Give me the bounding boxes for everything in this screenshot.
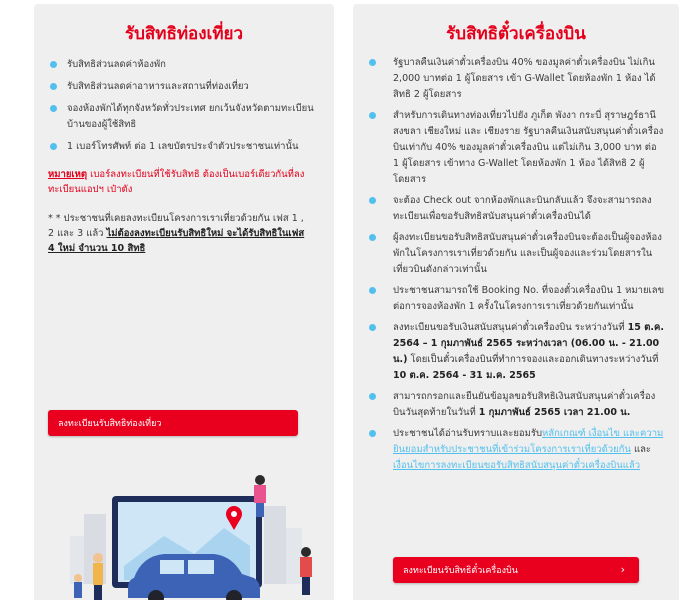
register-flight-benefits-button[interactable]	[393, 557, 639, 583]
note-text: เบอร์ลงทะเบียนที่ใช้รับสิทธิ ต้องเป็นเบอร์เดียวกันที่ลงทะเบียนแอปฯ เป๋าตัง	[48, 169, 305, 195]
list-item: รับสิทธิส่วนลดค่าอาหารและสถานที่ท่องเที่ยว	[50, 79, 320, 95]
travel-period-dates: 10 ต.ค. 2564 - 31 ม.ค. 2565	[393, 370, 536, 381]
bullet-dot-icon	[50, 83, 57, 90]
register-travel-benefits-label: ลงทะเบียนรับสิทธิท่องเที่ยว	[58, 419, 162, 429]
list-item: รับสิทธิส่วนลดค่าห้องพัก	[50, 57, 320, 73]
list-item: จะต้อง Check out จากห้องพักและบินกลับแล้ว จึงจะสามารถลงทะเบียนเพื่อขอรับสิทธิสนับสนุนค่าตั๋วเครื่องบินได้	[369, 193, 665, 225]
registration-period-dates: 15 ต.ค. 2564 – 1 กุมภาพันธ์ 2565 ระหว่างเวลา (06.00 น. - 21.00 น.)	[393, 322, 664, 365]
bullet-dot-icon	[369, 324, 376, 331]
list-item: 1 เบอร์โทรศัพท์ ต่อ 1 เลขบัตรประจำตัวประชาชนเท่านั้น	[50, 139, 320, 155]
bullet-dot-icon	[369, 234, 376, 241]
bullet-dot-icon	[369, 393, 376, 400]
bullet-dot-icon	[50, 105, 57, 112]
list-item	[369, 320, 665, 384]
registration-note	[48, 167, 314, 197]
flight-benefits-list	[369, 55, 665, 474]
bullet-dot-icon	[369, 197, 376, 204]
travel-benefits-list	[50, 57, 320, 155]
note-label: หมายเหตุ	[48, 169, 88, 180]
register-travel-benefits-button[interactable]	[48, 410, 298, 436]
list-item: สำหรับการเดินทางท่องเที่ยวไปยัง ภูเก็ต พังงา กระบี่ สุราษฎร์ธานี สงขลา เชียงใหม่ และ เชียงราย รัฐบาลคืนเงินสนับสนุนค่าตั๋วเครื่องบินเท่ากับ 40% ของมูลค่าตั๋วเครื่องบิน แต่ไม่เกิน 3,000 บาท ต่อ 1 ผู้โดยสาร เข้าทาง G-Wallet โดยห้องพัก 1 ห้อง ได้สิทธิ 2 ผู้โดยสาร	[369, 108, 665, 188]
previous-phase-emphasis: ไม่ต้องลงทะเบียนรับสิทธิใหม่ จะได้รับสิทธิในเฟส 4 ใหม่ จำนวน 10 สิทธิ	[48, 228, 305, 254]
previous-phase-note	[48, 211, 310, 256]
register-flight-benefits-label: ลงทะเบียนรับสิทธิตั๋วเครื่องบิน	[403, 566, 518, 576]
travel-illustration	[64, 466, 314, 600]
consent-and-text: และ	[630, 444, 651, 455]
flight-benefits-title: รับสิทธิตั๋วเครื่องบิน	[446, 24, 586, 44]
previous-phase-text: * * ประชาชนที่เคยลงทะเบียนโครงการเราเที่ยวด้วยกัน เฟส 1 , 2 และ 3 แล้ว	[48, 213, 304, 239]
flight-benefits-card	[353, 4, 679, 600]
registration-period-text: ลงทะเบียนขอรับเงินสนับสนุนค่าตั๋วเครื่องบิน ระหว่างวันที่	[393, 322, 628, 333]
travel-benefits-card	[34, 4, 334, 600]
chevron-right-icon: ›	[620, 563, 625, 576]
bullet-dot-icon	[50, 61, 57, 68]
deadline-date: 1 กุมภาพันธ์ 2565 เวลา 21.00 น.	[478, 407, 631, 418]
deadline-text: สามารถกรอกและยืนยันข้อมูลขอรับสิทธิเงินสนับสนุนค่าตั๋วเครื่องบินวันสุดท้ายในวันที่	[393, 391, 656, 418]
list-item: จองห้องพักได้ทุกจังหวัดทั่วประเทศ ยกเว้นจังหวัดตามทะเบียนบ้านของผู้ใช้สิทธิ	[50, 101, 320, 133]
list-item: ผู้ลงทะเบียนขอรับสิทธิสนับสนุนค่าตั๋วเครื่องบินจะต้องเป็นผู้จองห้องพักในโครงการเราเที่ยวด้วยกัน และเป็นผู้จองและร่วมโดยสารในเที่ยวบินดังกล่าวเท่านั้น	[369, 230, 665, 278]
bullet-dot-icon	[369, 112, 376, 119]
list-item: ประชาชนสามารถใช้ Booking No. ที่จองตั๋วเครื่องบิน 1 หมายเลข ต่อการจองห้องพัก 1 ครั้งในโครงการเราเที่ยวด้วยกันเท่านั้น	[369, 283, 665, 315]
travel-benefits-title: รับสิทธิท่องเที่ยว	[124, 24, 244, 44]
bullet-dot-icon	[369, 59, 376, 66]
travel-period-text: โดยเป็นตั๋วเครื่องบินที่ทำการจองและออกเดินทางระหว่างวันที่	[407, 354, 659, 365]
bullet-dot-icon	[50, 143, 57, 150]
list-item	[369, 426, 665, 474]
list-item: รัฐบาลคืนเงินค่าตั๋วเครื่องบิน 40% ของมูลค่าตั๋วเครื่องบิน ไม่เกิน 2,000 บาทต่อ 1 ผู้โดยสาร เข้า G-Wallet โดยห้องพัก 1 ห้อง ได้สิทธิ 2 ผู้โดยสาร	[369, 55, 665, 103]
flight-registration-terms-link[interactable]: เงื่อนไขการลงทะเบียนขอรับสิทธิสนับสนุนค่าตั๋วเครื่องบินแล้ว	[393, 460, 641, 471]
bullet-dot-icon	[369, 430, 376, 437]
list-item	[369, 389, 665, 421]
criteria-consent-link[interactable]: หลักเกณฑ์ เงื่อนไข และความยินยอมสำหรับประชาชนที่เข้าร่วมโครงการเราเที่ยวด้วยกัน	[393, 428, 664, 455]
bullet-dot-icon	[369, 287, 376, 294]
consent-text: ประชาชนได้อ่านรับทราบและยอมรับ	[393, 428, 543, 439]
